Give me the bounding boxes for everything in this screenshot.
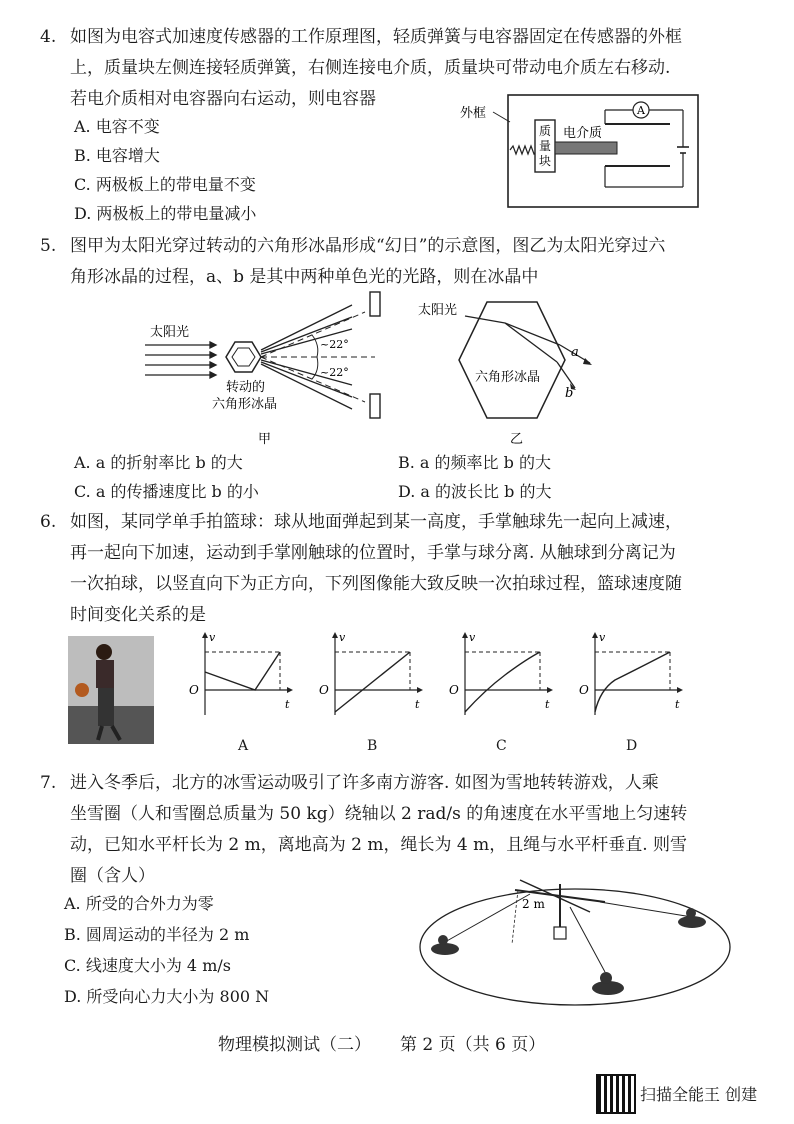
sun-label-yi: 太阳光 <box>418 303 458 318</box>
crystal-label-yi: 六角形冰晶 <box>475 370 541 385</box>
q4-sensor-diagram <box>455 92 705 212</box>
q4-stem-line-1: 如图为电容式加速度传感器的工作原理图，轻质弹簧与电容器固定在传感器的外框 <box>70 27 682 47</box>
q7-stem-line-2: 坐雪圈（人和雪圈总质量为 50 kg）绕轴以 2 rad/s 的角速度在水平雪地上匀速转 <box>70 804 688 824</box>
ray-a-label: a <box>571 345 579 360</box>
angle-label-2: ~22° <box>320 366 349 379</box>
q7-number: 7. <box>40 773 57 793</box>
q5-option-d: D. a 的波长比 b 的大 <box>398 482 552 501</box>
q7-option-a: A. 所受的合外力为零 <box>64 894 214 913</box>
q4-option-b: B. 电容增大 <box>74 146 160 165</box>
q5-option-b: B. a 的频率比 b 的大 <box>398 453 551 472</box>
graph-a-origin: O <box>189 683 199 697</box>
q5-figure-yi <box>415 290 605 450</box>
q4-stem-line-2: 上，质量块左侧连接轻质弹簧，右侧连接电介质，质量块可带动电介质左右移动. <box>70 58 671 78</box>
qr-code-icon <box>596 1074 636 1114</box>
sun-label-jia: 太阳光 <box>150 325 190 340</box>
q7-option-b: B. 圆周运动的半径为 2 m <box>64 925 250 944</box>
ammeter-label: A <box>637 104 645 117</box>
graph-a-t-label: t <box>285 698 290 711</box>
caption-jia: 甲 <box>258 432 272 447</box>
q5-option-c: C. a 的传播速度比 b 的小 <box>74 482 259 501</box>
q7-option-c: C. 线速度大小为 4 m/s <box>64 956 231 975</box>
q7-stem-line-4: 圈（含人） <box>70 866 155 886</box>
footer-page: 第 2 页（共 6 页） <box>400 1035 546 1055</box>
q4-option-d: D. 两极板上的带电量减小 <box>74 204 257 223</box>
graph-d-v-label: v <box>599 631 606 644</box>
q7-stem-line-1: 进入冬季后，北方的冰雪运动吸引了许多南方游客. 如图为雪地转转游戏，人乘 <box>70 773 659 793</box>
q5-option-a: A. a 的折射率比 b 的大 <box>74 453 243 472</box>
q5-figure-jia <box>140 290 390 450</box>
angle-label-1: ~22° <box>320 338 349 351</box>
q6-stem-line-2: 再一起向下加速，运动到手掌刚触球的位置时，手掌与球分离. 从触球到分离记为 <box>70 543 676 563</box>
svg-text:块: 块 <box>539 154 552 168</box>
watermark-text: 扫描全能王 创建 <box>640 1085 758 1104</box>
dielectric-label: 电介质 <box>563 126 603 141</box>
graph-b-origin: O <box>319 683 329 697</box>
q4-stem-line-3: 若电介质相对电容器向右运动，则电容器 <box>70 89 376 109</box>
graph-c-t-label: t <box>545 698 550 711</box>
rod-length-label: 2 m <box>522 897 545 911</box>
q7-snow-ride-figure <box>410 872 740 1012</box>
q4-option-a: A. 电容不变 <box>74 117 160 136</box>
graph-a <box>185 630 295 720</box>
q4-number: 4. <box>40 27 57 47</box>
q6-stem-line-1: 如图，某同学单手拍篮球：球从地面弹起到某一高度，手掌触球先一起向上减速， <box>70 512 682 532</box>
graph-b-letter: B <box>367 738 378 754</box>
graph-d-t-label: t <box>675 698 680 711</box>
graph-d <box>575 630 685 720</box>
graph-d-letter: D <box>626 738 638 754</box>
graph-d-origin: O <box>579 683 589 697</box>
footer-title: 物理模拟测试（二） <box>218 1035 371 1055</box>
svg-text:质: 质 <box>539 124 552 138</box>
q6-stem-line-3: 一次拍球，以竖直向下为正方向，下列图像能大致反映一次拍球过程，篮球速度随 <box>70 574 682 594</box>
graph-c <box>445 630 555 720</box>
svg-text:量: 量 <box>539 139 552 153</box>
q7-option-d: D. 所受向心力大小为 800 N <box>64 987 270 1006</box>
graph-b-v-label: v <box>339 631 346 644</box>
q5-stem-line-1: 图甲为太阳光穿过转动的六角形冰晶形成“幻日”的示意图，图乙为太阳光穿过六 <box>70 236 666 256</box>
crystal-label-1: 转动的 <box>226 380 266 395</box>
q5-stem-line-2: 角形冰晶的过程，a、b 是其中两种单色光的光路，则在冰晶中 <box>70 267 539 287</box>
q5-number: 5. <box>40 236 57 256</box>
q6-stem-line-4: 时间变化关系的是 <box>70 605 206 625</box>
graph-c-letter: C <box>496 738 507 754</box>
ray-b-label: b <box>565 386 574 401</box>
graph-b <box>315 630 425 720</box>
q4-option-c: C. 两极板上的带电量不变 <box>74 175 256 194</box>
q7-stem-line-3: 动，已知水平杆长为 2 m，离地高为 2 m，绳长为 4 m，且绳与水平杆垂直. 则雪 <box>70 835 688 855</box>
caption-yi: 乙 <box>510 432 524 447</box>
q6-number: 6. <box>40 512 57 532</box>
graph-a-v-label: v <box>209 631 216 644</box>
graph-b-t-label: t <box>415 698 420 711</box>
crystal-label-2: 六角形冰晶 <box>212 397 278 412</box>
graph-a-letter: A <box>238 738 249 754</box>
outer-frame-label: 外框 <box>460 106 487 121</box>
graph-c-v-label: v <box>469 631 476 644</box>
basketball-photo <box>68 636 154 744</box>
graph-c-origin: O <box>449 683 459 697</box>
